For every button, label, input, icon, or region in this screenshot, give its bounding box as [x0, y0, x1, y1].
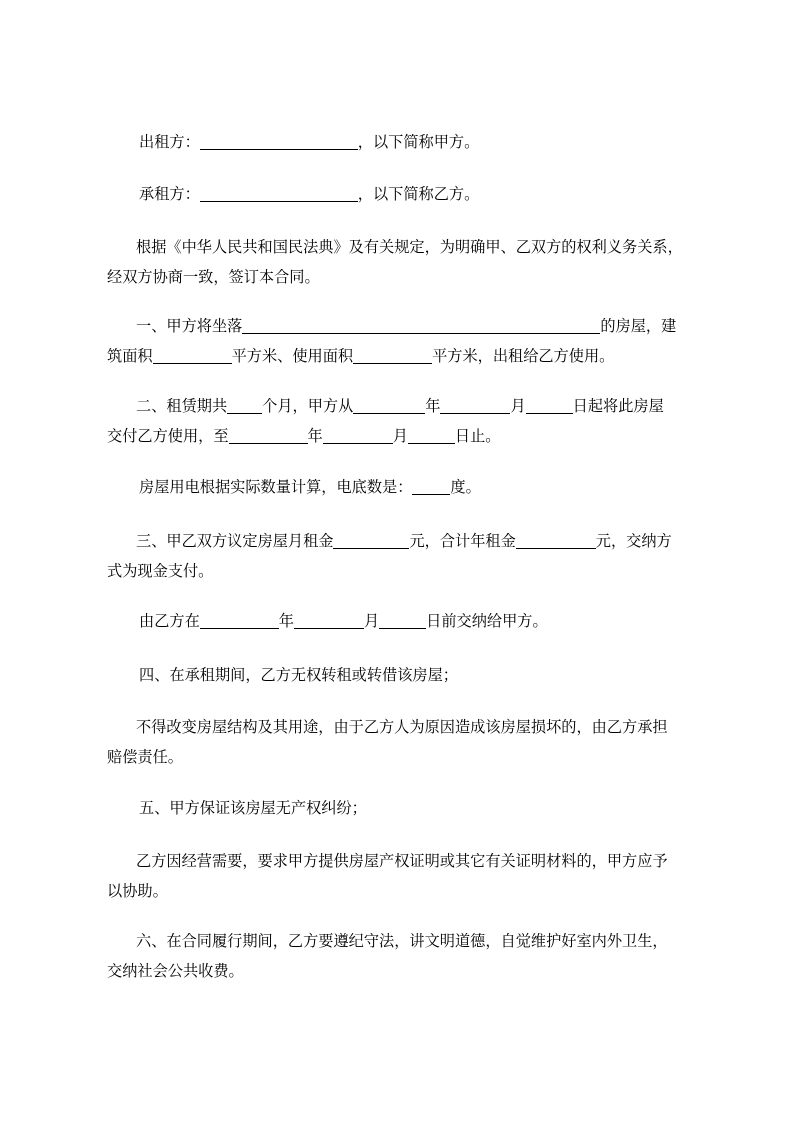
usable-area-blank[interactable]: [353, 345, 432, 364]
clause-3-text-d: 式为现金支付。: [107, 562, 214, 580]
meter-reading-blank[interactable]: [412, 476, 450, 495]
clause-1-text-b: 的房屋，建: [600, 317, 677, 335]
preamble-line-1: 根据《中华人民共和国民法典》及有关规定，为明确甲、乙双方的权利义务关系，: [136, 238, 683, 256]
lessor-line: [107, 127, 707, 157]
clause-6-paragraph: [107, 926, 707, 986]
payment-year-blank[interactable]: [200, 610, 279, 629]
clause-2-paragraph: [107, 391, 707, 451]
clause-6-line-1: 六、在合同履行期间，乙方要遵纪守法，讲文明道德，自觉维护好室内外卫生，: [136, 932, 668, 950]
clause-6-line-2: 交纳社会公共收费。: [107, 962, 244, 980]
clause-4-paragraph: [107, 660, 707, 690]
payment-text-b: 年: [278, 612, 294, 630]
end-month-blank[interactable]: [323, 425, 393, 444]
end-year-blank[interactable]: [229, 425, 308, 444]
clause-5b-line-2: 以协助。: [107, 882, 168, 900]
clause-2-text-a: 二、租赁期共: [136, 397, 228, 415]
lease-months-blank[interactable]: [227, 395, 262, 414]
clause-4b-line-1: 不得改变房屋结构及其用途，由于乙方人为原因造成该房屋损坏的，由乙方承担: [136, 718, 668, 736]
lessor-name-blank[interactable]: [200, 131, 358, 150]
clause-1-text-d: 平方米、使用面积: [231, 347, 354, 365]
lessee-suffix: ，以下简称乙方。: [357, 185, 480, 203]
lessee-name-blank[interactable]: [200, 183, 358, 202]
clause-1-paragraph: [107, 311, 707, 371]
start-day-blank[interactable]: [526, 395, 573, 414]
clause-1-text-a: 一、甲方将坐落: [136, 317, 243, 335]
clause-3-paragraph: [107, 526, 707, 586]
electricity-text-b: 度。: [450, 478, 481, 496]
payment-text-d: 日前交纳给甲方。: [426, 612, 548, 630]
preamble-paragraph: [107, 232, 707, 292]
payment-paragraph: [107, 606, 707, 636]
clause-2-text-f: 交付乙方使用，至: [107, 427, 229, 445]
lessee-line: [107, 179, 707, 209]
annual-rent-blank[interactable]: [516, 530, 596, 549]
clause-2-text-d: 月: [510, 397, 526, 415]
electricity-text-a: 房屋用电根据实际数量计算，电底数是：: [139, 478, 413, 496]
clause-2-text-b: 个月，甲方从: [262, 397, 354, 415]
clause-3-text-a: 三、甲乙双方议定房屋月租金: [136, 532, 334, 550]
clause-4b-paragraph: [107, 712, 707, 772]
start-month-blank[interactable]: [440, 395, 510, 414]
clause-5-text: 五、甲方保证该房屋无产权纠纷；: [139, 799, 367, 817]
start-year-blank[interactable]: [353, 395, 425, 414]
clause-1-text-e: 平方米，出租给乙方使用。: [432, 347, 615, 365]
payment-day-blank[interactable]: [379, 610, 426, 629]
building-area-blank[interactable]: [153, 345, 232, 364]
clause-4b-line-2: 赔偿责任。: [107, 748, 183, 766]
clause-2-text-g: 年: [307, 427, 323, 445]
clause-2-text-e: 日起将此房屋: [572, 397, 664, 415]
clause-3-text-b: 元，合计年租金: [409, 532, 516, 550]
payment-month-blank[interactable]: [294, 610, 364, 629]
clause-5b-line-1: 乙方因经营需要，要求甲方提供房屋产权证明或其它有关证明材料的，甲方应予: [136, 852, 668, 870]
monthly-rent-blank[interactable]: [333, 530, 409, 549]
electricity-paragraph: [107, 472, 707, 502]
lessor-label: 出租方：: [139, 133, 200, 151]
payment-text-c: 月: [363, 612, 380, 630]
clause-1-text-c: 筑面积: [107, 347, 153, 365]
property-location-blank[interactable]: [242, 315, 600, 334]
clause-5b-paragraph: [107, 846, 707, 906]
lessor-suffix: ，以下简称甲方。: [357, 133, 480, 151]
clause-2-text-h: 月: [392, 427, 408, 445]
preamble-line-2: 经双方协商一致，签订本合同。: [107, 268, 320, 286]
clause-5-paragraph: [107, 793, 707, 823]
payment-text-a: 由乙方在: [139, 612, 200, 630]
clause-4-text: 四、在承租期间，乙方无权转租或转借该房屋；: [139, 666, 458, 684]
clause-3-text-c: 元，交纳方: [595, 532, 672, 550]
clause-2-text-i: 日止。: [454, 427, 501, 445]
end-day-blank[interactable]: [408, 425, 455, 444]
lessee-label: 承租方：: [139, 185, 200, 203]
clause-2-text-c: 年: [425, 397, 441, 415]
